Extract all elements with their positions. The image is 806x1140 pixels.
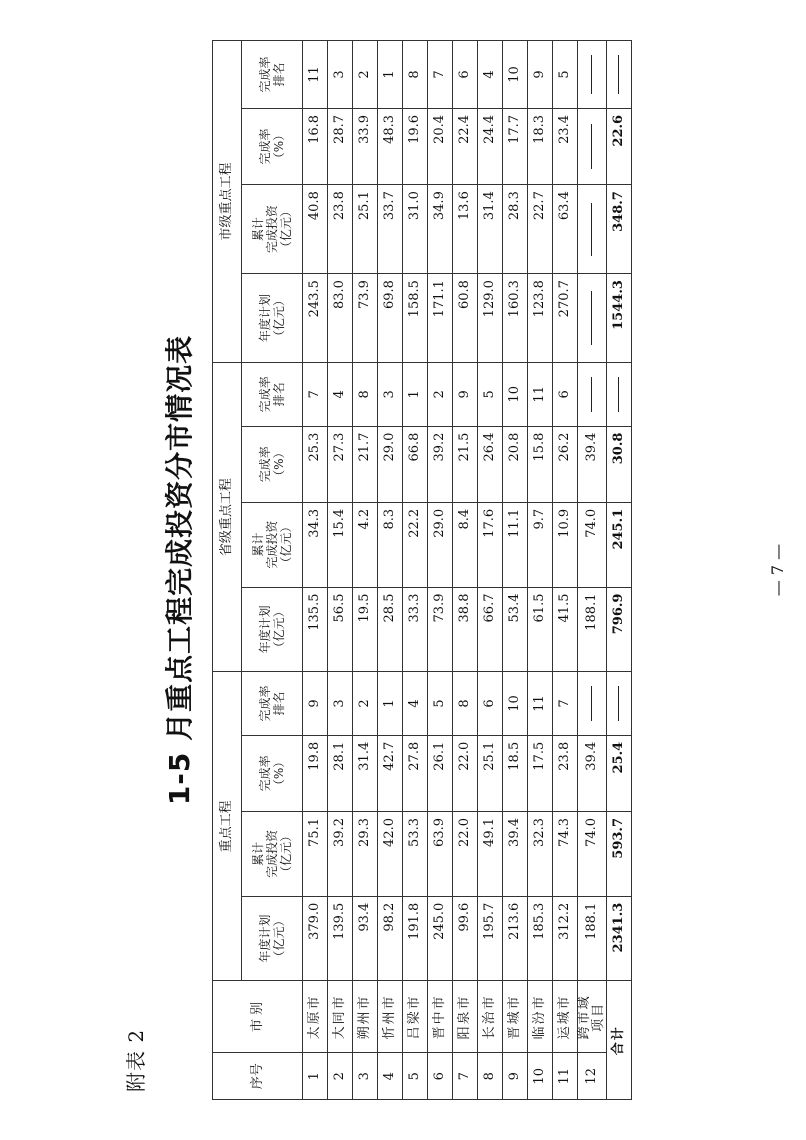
header-rank-line: 完成率 [258, 376, 272, 413]
cell-provincial-cumulative: 17.6 [478, 502, 503, 587]
cell-provincial-rate: 15.8 [528, 426, 553, 502]
table-row [403, 41, 428, 1100]
header-plan-line: 年度计划 [258, 605, 272, 654]
cell-provincial-rank: 3 [378, 363, 403, 427]
cell-municipal-cumulative: 23.8 [328, 185, 353, 274]
cell-key-cumulative: 63.9 [428, 812, 453, 897]
cell-municipal-plan [578, 274, 607, 363]
cell-provincial-cumulative: 245.1 [607, 502, 632, 587]
cell-key-rate: 42.7 [378, 735, 403, 811]
cell-city: 阳泉市 [453, 981, 478, 1053]
cell-seq: 1 [303, 1053, 328, 1100]
cell-provincial-rate: 30.8 [607, 426, 632, 502]
header-cumulative-line: 完成投资 [265, 520, 279, 569]
cell-provincial-cumulative: 4.2 [353, 502, 378, 587]
cell-city: 大同市 [328, 981, 353, 1053]
header-rank [242, 672, 303, 736]
cell-city: 吕梁市 [403, 981, 428, 1053]
cell-key-rate: 28.1 [328, 735, 353, 811]
cell-provincial-cumulative: 10.9 [553, 502, 578, 587]
cell-city: 跨市域项目 [578, 981, 607, 1053]
table-row [303, 41, 328, 1100]
cell-provincial-cumulative: 9.7 [528, 502, 553, 587]
table-row [453, 41, 478, 1100]
header-plan [242, 587, 303, 672]
table-row [378, 41, 403, 1100]
cell-key-plan: 99.6 [453, 896, 478, 981]
cell-provincial-plan: 66.7 [478, 587, 503, 672]
cell-provincial-cumulative: 8.4 [453, 502, 478, 587]
header-rate-line: （%） [272, 755, 286, 792]
cell-key-rank: 4 [403, 672, 428, 736]
cell-seq: 2 [328, 1053, 353, 1100]
cell-provincial-plan: 188.1 [578, 587, 607, 672]
cell-municipal-plan: 243.5 [303, 274, 328, 363]
cell-key-rate: 25.1 [478, 735, 503, 811]
cell-key-rank: 11 [528, 672, 553, 736]
cell-municipal-plan: 270.7 [553, 274, 578, 363]
cell-key-rank: 6 [478, 672, 503, 736]
cell-provincial-rate: 39.4 [578, 426, 607, 502]
cell-provincial-cumulative: 34.3 [303, 502, 328, 587]
total-row [607, 41, 632, 1100]
dash-mark [591, 377, 592, 412]
cell-municipal-rank: 4 [478, 41, 503, 109]
cell-municipal-rank [578, 41, 607, 109]
header-cumulative-line: （亿元） [279, 829, 293, 878]
cell-municipal-rate: 17.7 [503, 108, 528, 184]
cell-provincial-rank [578, 363, 607, 427]
cell-city: 临汾市 [528, 981, 553, 1053]
cell-municipal-rate: 24.4 [478, 108, 503, 184]
cell-municipal-cumulative [578, 185, 607, 274]
cell-seq: 7 [453, 1053, 478, 1100]
header-rate-line: （%） [272, 446, 286, 482]
header-rank-line: 完成率 [258, 685, 272, 722]
table-row [328, 41, 353, 1100]
cell-key-cumulative: 53.3 [403, 812, 428, 897]
cell-key-plan: 93.4 [353, 896, 378, 981]
cell-city: 运城市 [553, 981, 578, 1053]
page-number: — 7 — [768, 543, 787, 597]
header-rank-line: 完成率 [258, 56, 272, 93]
cell-provincial-plan: 135.5 [303, 587, 328, 672]
cell-provincial-rate: 29.0 [378, 426, 403, 502]
header-cumulative [242, 812, 303, 897]
header-plan-line: 年度计划 [258, 294, 272, 343]
appendix-label: 附表 2 [124, 1028, 148, 1092]
table-row [353, 41, 378, 1100]
cell-municipal-plan: 160.3 [503, 274, 528, 363]
header-rank [242, 41, 303, 109]
cell-city: 晋城市 [503, 981, 528, 1053]
cell-municipal-rate: 18.3 [528, 108, 553, 184]
cell-provincial-rate: 21.5 [453, 426, 478, 502]
cell-key-cumulative: 29.3 [353, 812, 378, 897]
dash-mark [591, 291, 592, 344]
cell-seq: 10 [528, 1053, 553, 1100]
cell-municipal-rank [607, 41, 632, 109]
table-header [213, 41, 303, 1100]
cell-key-cumulative: 39.4 [503, 812, 528, 897]
cell-municipal-rate: 22.6 [607, 108, 632, 184]
cell-key-rank: 7 [553, 672, 578, 736]
cell-city: 晋中市 [428, 981, 453, 1053]
cell-key-rate: 18.5 [503, 735, 528, 811]
cell-municipal-rank: 11 [303, 41, 328, 109]
cell-seq: 4 [378, 1053, 403, 1100]
header-rank [242, 363, 303, 427]
cell-key-plan: 188.1 [578, 896, 607, 981]
total-label: 合计 [607, 981, 632, 1100]
cell-municipal-cumulative: 22.7 [528, 185, 553, 274]
cell-municipal-cumulative: 25.1 [353, 185, 378, 274]
cell-municipal-plan: 123.8 [528, 274, 553, 363]
cell-provincial-plan: 33.3 [403, 587, 428, 672]
cell-municipal-plan: 83.0 [328, 274, 353, 363]
cell-provincial-plan: 56.5 [328, 587, 353, 672]
cell-provincial-rank: 4 [328, 363, 353, 427]
cell-municipal-cumulative: 31.0 [403, 185, 428, 274]
cell-municipal-plan: 60.8 [453, 274, 478, 363]
cell-municipal-rank: 3 [328, 41, 353, 109]
table-row [553, 41, 578, 1100]
cell-municipal-rate: 33.9 [353, 108, 378, 184]
cell-municipal-rank: 10 [503, 41, 528, 109]
cell-key-plan: 98.2 [378, 896, 403, 981]
cell-key-rate: 25.4 [607, 735, 632, 811]
header-cumulative [242, 185, 303, 274]
header-plan-line: （亿元） [272, 294, 286, 343]
cell-municipal-rate: 28.7 [328, 108, 353, 184]
cell-key-plan: 2341.3 [607, 896, 632, 981]
cell-provincial-plan: 28.5 [378, 587, 403, 672]
cell-provincial-rank: 8 [353, 363, 378, 427]
header-group-municipal: 市级重点工程 [213, 41, 242, 363]
header-seq: 序号 [213, 1053, 303, 1100]
table-row [503, 41, 528, 1100]
cell-municipal-cumulative: 348.7 [607, 185, 632, 274]
cell-provincial-plan: 53.4 [503, 587, 528, 672]
cell-key-plan: 213.6 [503, 896, 528, 981]
cell-key-rank: 10 [503, 672, 528, 736]
cell-key-plan: 139.5 [328, 896, 353, 981]
cell-key-rank: 3 [328, 672, 353, 736]
cell-provincial-rate: 20.8 [503, 426, 528, 502]
cell-municipal-rate: 19.6 [403, 108, 428, 184]
header-city: 市 别 [213, 981, 303, 1053]
header-rate-line: 完成率 [258, 128, 272, 165]
cell-key-cumulative: 75.1 [303, 812, 328, 897]
cell-key-rank: 9 [303, 672, 328, 736]
cell-municipal-rank: 1 [378, 41, 403, 109]
header-plan-line: （亿元） [272, 605, 286, 654]
cell-city: 长治市 [478, 981, 503, 1053]
cell-municipal-cumulative: 13.6 [453, 185, 478, 274]
cell-municipal-rank: 9 [528, 41, 553, 109]
cell-key-rate: 19.8 [303, 735, 328, 811]
cell-provincial-cumulative: 74.0 [578, 502, 607, 587]
cell-provincial-plan: 796.9 [607, 587, 632, 672]
dash-mark [591, 686, 592, 721]
cell-municipal-plan: 73.9 [353, 274, 378, 363]
cell-seq: 5 [403, 1053, 428, 1100]
cell-provincial-cumulative: 15.4 [328, 502, 353, 587]
header-cumulative-line: 累计 [251, 841, 265, 866]
header-cumulative-line: 完成投资 [265, 205, 279, 254]
cell-municipal-cumulative: 40.8 [303, 185, 328, 274]
cell-provincial-rate: 27.3 [328, 426, 353, 502]
header-rate-line: 完成率 [258, 446, 272, 483]
table-row [578, 41, 607, 1100]
cell-seq: 11 [553, 1053, 578, 1100]
header-group-provincial: 省级重点工程 [213, 363, 242, 672]
cell-key-cumulative: 74.0 [578, 812, 607, 897]
cell-key-cumulative: 42.0 [378, 812, 403, 897]
cell-key-cumulative: 32.3 [528, 812, 553, 897]
cell-municipal-cumulative: 31.4 [478, 185, 503, 274]
cell-key-plan: 379.0 [303, 896, 328, 981]
dash-mark [591, 124, 592, 168]
cell-key-rate: 27.8 [403, 735, 428, 811]
cell-key-plan: 191.8 [403, 896, 428, 981]
cell-key-plan: 245.0 [428, 896, 453, 981]
header-cumulative-line: （亿元） [279, 520, 293, 569]
cell-municipal-plan: 171.1 [428, 274, 453, 363]
cell-city: 朔州市 [353, 981, 378, 1053]
cell-provincial-rank [607, 363, 632, 427]
table-body [303, 41, 632, 1100]
cell-key-rate: 17.5 [528, 735, 553, 811]
cell-provincial-plan: 61.5 [528, 587, 553, 672]
cell-seq: 9 [503, 1053, 528, 1100]
header-rate-line: （%） [272, 128, 286, 165]
cell-municipal-plan: 158.5 [403, 274, 428, 363]
cell-key-cumulative: 39.2 [328, 812, 353, 897]
header-cumulative-line: 累计 [251, 532, 265, 557]
cell-key-rank: 2 [353, 672, 378, 736]
cell-key-rank [607, 672, 632, 736]
dash-mark [591, 203, 592, 256]
table-row [478, 41, 503, 1100]
dash-mark [591, 55, 592, 93]
header-plan [242, 896, 303, 981]
header-rate [242, 735, 303, 811]
dash-mark [618, 377, 619, 412]
cell-municipal-rank: 2 [353, 41, 378, 109]
cell-provincial-rate: 26.4 [478, 426, 503, 502]
cell-municipal-rank: 6 [453, 41, 478, 109]
cell-city: 太原市 [303, 981, 328, 1053]
cell-municipal-rank: 5 [553, 41, 578, 109]
cell-key-rate: 39.4 [578, 735, 607, 811]
header-rank-line: 排名 [272, 691, 286, 716]
cell-key-plan: 195.7 [478, 896, 503, 981]
page-title: 1-5 月重点工程完成投资分市情况表 [163, 334, 196, 806]
cell-provincial-rate: 39.2 [428, 426, 453, 502]
cell-provincial-rank: 5 [478, 363, 503, 427]
cell-provincial-cumulative: 8.3 [378, 502, 403, 587]
table-row [528, 41, 553, 1100]
header-group-key: 重点工程 [213, 672, 242, 981]
cell-municipal-rank: 7 [428, 41, 453, 109]
cell-key-rank: 8 [453, 672, 478, 736]
header-plan-line: 年度计划 [258, 914, 272, 963]
cell-key-plan: 312.2 [553, 896, 578, 981]
cell-key-rate: 23.8 [553, 735, 578, 811]
cell-seq: 3 [353, 1053, 378, 1100]
cell-municipal-cumulative: 33.7 [378, 185, 403, 274]
cell-seq: 6 [428, 1053, 453, 1100]
cell-provincial-rank: 2 [428, 363, 453, 427]
investment-table [212, 40, 632, 1100]
cell-municipal-rate: 20.4 [428, 108, 453, 184]
cell-municipal-plan: 69.8 [378, 274, 403, 363]
header-rate [242, 426, 303, 502]
cell-seq: 8 [478, 1053, 503, 1100]
cell-municipal-plan: 129.0 [478, 274, 503, 363]
cell-provincial-rank: 6 [553, 363, 578, 427]
cell-provincial-plan: 19.5 [353, 587, 378, 672]
cell-key-cumulative: 74.3 [553, 812, 578, 897]
cell-provincial-rank: 11 [528, 363, 553, 427]
cell-municipal-rate [578, 108, 607, 184]
header-rank-line: 排名 [272, 62, 286, 87]
cell-municipal-cumulative: 28.3 [503, 185, 528, 274]
cell-key-cumulative: 22.0 [453, 812, 478, 897]
cell-municipal-rate: 48.3 [378, 108, 403, 184]
cell-provincial-rank: 10 [503, 363, 528, 427]
cell-key-rank: 5 [428, 672, 453, 736]
cell-key-rate: 22.0 [453, 735, 478, 811]
cell-key-rank: 1 [378, 672, 403, 736]
cell-municipal-cumulative: 63.4 [553, 185, 578, 274]
cell-key-cumulative: 593.7 [607, 812, 632, 897]
cell-municipal-rank: 8 [403, 41, 428, 109]
cell-provincial-cumulative: 11.1 [503, 502, 528, 587]
header-plan [242, 274, 303, 363]
cell-key-rate: 26.1 [428, 735, 453, 811]
cell-provincial-rank: 7 [303, 363, 328, 427]
cell-city: 忻州市 [378, 981, 403, 1053]
cell-provincial-plan: 73.9 [428, 587, 453, 672]
cell-key-rank [578, 672, 607, 736]
cell-seq: 12 [578, 1053, 607, 1100]
header-rank-line: 排名 [272, 382, 286, 407]
dash-mark [618, 686, 619, 721]
cell-municipal-rate: 22.4 [453, 108, 478, 184]
cell-municipal-plan: 1544.3 [607, 274, 632, 363]
cell-municipal-cumulative: 34.9 [428, 185, 453, 274]
header-cumulative [242, 502, 303, 587]
table-row [428, 41, 453, 1100]
cell-provincial-cumulative: 22.2 [403, 502, 428, 587]
cell-municipal-rate: 16.8 [303, 108, 328, 184]
cell-key-rate: 31.4 [353, 735, 378, 811]
dash-mark [618, 55, 619, 93]
cell-provincial-rate: 66.8 [403, 426, 428, 502]
cell-provincial-rank: 1 [403, 363, 428, 427]
cell-key-plan: 185.3 [528, 896, 553, 981]
subheader-row [242, 41, 303, 1100]
cell-provincial-plan: 38.8 [453, 587, 478, 672]
header-cumulative-line: （亿元） [279, 205, 293, 254]
cell-provincial-plan: 41.5 [553, 587, 578, 672]
header-cumulative-line: 完成投资 [265, 829, 279, 878]
cell-provincial-cumulative: 29.0 [428, 502, 453, 587]
cell-provincial-rate: 26.2 [553, 426, 578, 502]
cell-provincial-rate: 25.3 [303, 426, 328, 502]
header-rate [242, 108, 303, 184]
cell-key-cumulative: 49.1 [478, 812, 503, 897]
header-plan-line: （亿元） [272, 914, 286, 963]
header-rate-line: 完成率 [258, 755, 272, 792]
cell-provincial-rate: 21.7 [353, 426, 378, 502]
cell-provincial-rank: 9 [453, 363, 478, 427]
header-cumulative-line: 累计 [251, 217, 265, 242]
cell-municipal-rate: 23.4 [553, 108, 578, 184]
